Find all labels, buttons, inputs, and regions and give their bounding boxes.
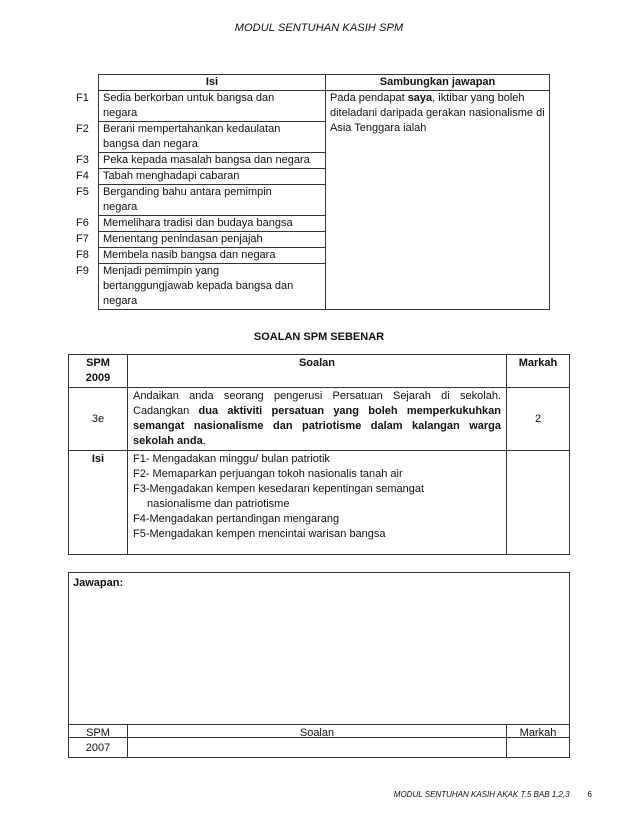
page-footer [394, 790, 592, 799]
question-mark: 2 [507, 388, 570, 451]
soalan-header: Soalan [128, 355, 507, 388]
row-code: F9 [72, 264, 99, 310]
jawapan-cell: Pada pendapat saya, iktibar yang boleh diteladani daripada gerakan nasionalisme di Asia Tenggara ialah [326, 91, 550, 310]
markah-header: Markah [507, 725, 570, 758]
isi-item: F4-Mengadakan pertandingan mengarang [133, 513, 340, 525]
isi-list [128, 451, 507, 555]
row-code: F2 [72, 122, 99, 153]
answer-box[interactable] [68, 572, 570, 738]
isi-item: F2- Memaparkan perjuangan tokoh nasionalis tanah air [133, 468, 403, 480]
isi-item-cont: nasionalisme dan patriotisme [147, 498, 290, 510]
isi-cell: Berani mempertahankan kedaulatan bangsa dan negara [99, 122, 326, 153]
question-number: 3e [69, 388, 128, 451]
spm-year-header: SPM 2009 [69, 355, 128, 388]
spm-2007-table [68, 724, 570, 758]
isi-cell: Membela nasib bangsa dan negara [99, 248, 326, 264]
isi-item: F3-Mengadakan kempen kesedaran kepentingan semangat [133, 483, 425, 495]
jawapan-header: Sambungkan jawapan [326, 75, 550, 91]
isi-cell: Peka kepada masalah bangsa dan negara [99, 153, 326, 169]
isi-mark-blank [507, 451, 570, 555]
section-title: SOALAN SPM SEBENAR [253, 331, 385, 343]
row-code: F1 [72, 91, 99, 122]
isi-cell: Menentang penindasan penjajah [99, 232, 326, 248]
row-code: F4 [72, 169, 99, 185]
spm-year-header: SPM 2007 [69, 725, 128, 758]
code-header-blank [72, 75, 99, 91]
isi-cell: Sedia berkorban untuk bangsa dan negara [99, 91, 326, 122]
spm-2009-table [68, 354, 570, 555]
row-code: F7 [72, 232, 99, 248]
page-number: 6 [587, 790, 592, 799]
footer-text: MODUL SENTUHAN KASIH AKAK T.5 BAB 1,2,3 [393, 790, 570, 799]
isi-cell: Menjadi pemimpin yang bertanggungjawab kepada bangsa dan negara [99, 264, 326, 310]
row-code: F6 [72, 216, 99, 232]
row-code: F5 [72, 185, 99, 216]
isi-cell: Berganding bahu antara pemimpin negara [99, 185, 326, 216]
answer-label: Jawapan: [73, 577, 124, 589]
page-header: MODUL SENTUHAN KASIH SPM [234, 22, 404, 34]
row-code: F8 [72, 248, 99, 264]
isi-header: Isi [99, 75, 326, 91]
isi-cell: Memelihara tradisi dan budaya bangsa [99, 216, 326, 232]
matching-table [72, 74, 550, 310]
question-text: Andaikan anda seorang pengerusi Persatuan Sejarah di sekolah. Cadangkan dua aktiviti persatuan yang boleh memperkukuhkan semangat nasionalisme dan patriotisme dalam kalangan warga sekolah anda. [128, 388, 507, 451]
isi-item: F1- Mengadakan minggu/ bulan patriotik [133, 453, 330, 465]
isi-item: F5-Mengadakan kempen mencintai warisan bangsa [133, 528, 386, 540]
soalan-header: Soalan [128, 725, 507, 758]
isi-cell: Tabah menghadapi cabaran [99, 169, 326, 185]
markah-header: Markah [507, 355, 570, 388]
row-code: F3 [72, 153, 99, 169]
isi-label: Isi [69, 451, 128, 555]
